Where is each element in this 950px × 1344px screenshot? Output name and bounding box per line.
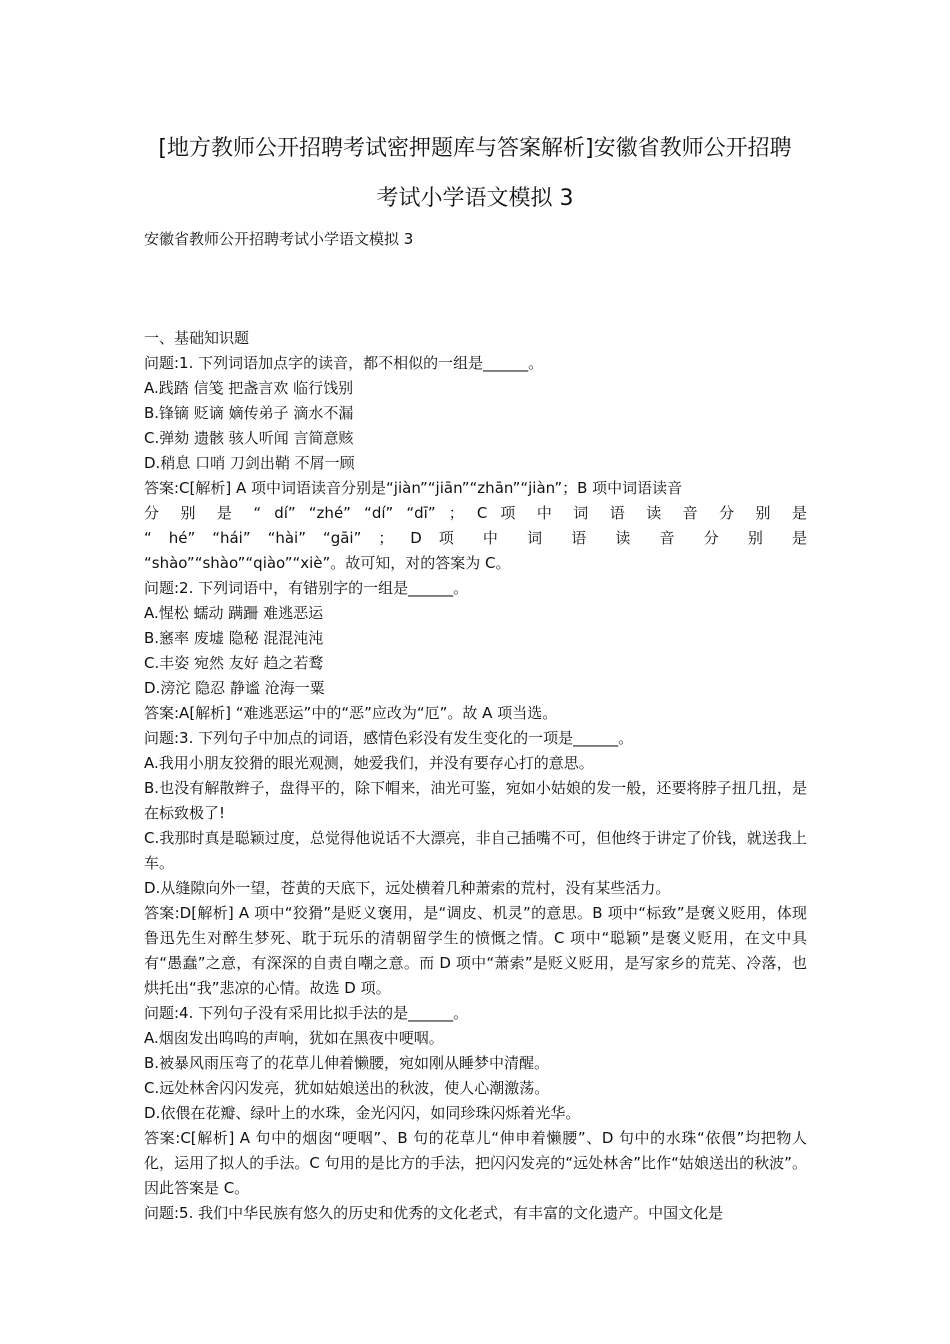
question-3-option-a: A.我用小朋友狡猾的眼光观测，她爱我们，并没有要存心打的意思。 — [144, 754, 594, 772]
question-4-prompt: 问题:4. 下列句子没有采用比拟手法的是______。 — [144, 1004, 469, 1022]
document-body — [144, 326, 807, 1226]
question-1-option-b: B.锋镝 贬谪 嫡传弟子 滴水不漏 — [144, 404, 354, 422]
question-4-option-c: C.远处林舍闪闪发亮，犹如姑娘送出的秋波，使人心潮激荡。 — [144, 1079, 550, 1097]
question-2-option-c: C.丰姿 宛然 友好 趋之若鹜 — [144, 654, 324, 672]
question-2-option-d: D.滂沱 隐忍 静谧 沧海一粟 — [144, 679, 325, 697]
question-2-option-b: B.窸率 废墟 隐秘 混混沌沌 — [144, 629, 324, 647]
question-4-option-d: D.依偎在花瓣、绿叶上的水珠，金光闪闪，如同珍珠闪烁着光华。 — [144, 1104, 581, 1122]
question-1-option-a: A.践踏 信笺 把盏言欢 临行饯别 — [144, 379, 354, 397]
question-2-prompt: 问题:2. 下列词语中，有错别字的一组是______。 — [144, 579, 469, 597]
question-4-option-a: A.烟囱发出呜呜的声响，犹如在黑夜中哽咽。 — [144, 1029, 444, 1047]
question-1-answer-line-1: 答案:C[解析] A 项中词语读音分别是“jiàn”“jiān”“zhān”“jiàn”；B 项中词语读音 — [144, 479, 683, 497]
document-subtitle: 安徽省教师公开招聘考试小学语文模拟 3 — [144, 230, 414, 248]
document-title-line-1: [地方教师公开招聘考试密押题库与答案解析]安徽省教师公开招聘 — [158, 136, 792, 161]
question-1-option-c: C.弹劾 遗骸 骇人听闻 言简意赅 — [144, 429, 354, 447]
question-3-option-c: C.我那时真是聪颖过度，总觉得他说话不大漂亮，非自己插嘴不可，但他终于讲定了价钱，就送我上车。 — [144, 829, 807, 872]
question-4-option-b: B.被暴风雨压弯了的花草儿伸着懒腰，宛如刚从睡梦中清醒。 — [144, 1054, 550, 1072]
document-title-line-2: 考试小学语文模拟 3 — [376, 186, 574, 211]
question-2-answer: 答案:A[解析] “难逃恶运”中的“恶”应改为“厄”。故 A 项当选。 — [144, 704, 558, 722]
question-1-prompt: 问题:1. 下列词语加点字的读音，都不相似的一组是______。 — [144, 354, 544, 372]
question-3-prompt: 问题:3. 下列句子中加点的词语，感情色彩没有发生变化的一项是______。 — [144, 729, 634, 747]
question-1-answer-line-4: “shào”“shào”“qiào”“xiè”。故可知，对的答案为 C。 — [144, 554, 511, 572]
question-1-answer-line-3: “ hé” “hái” “hài” “gāi” ； D 项 中 词 语 读 音 分 别 是 — [144, 529, 807, 547]
question-3-option-d: D.从缝隙向外一望，苍黄的天底下，远处横着几种萧索的荒村，没有某些活力。 — [144, 879, 671, 897]
question-1-option-d: D.稍息 口哨 刀剑出鞘 不屑一顾 — [144, 454, 355, 472]
question-3-answer: 答案:D[解析] A 项中“狡猾”是贬义褒用，是“调皮、机灵”的意思。B 项中“标致”是褒义贬用，体现鲁迅先生对醉生梦死、耽于玩乐的清朝留学生的愤慨之情。C 项中“聪颖”是褒义贬用，在文中具有“愚蠢”之意，有深深的自责自嘲之意。而 D 项中“萧索”是贬义贬用，是写家乡的荒芜、冷落，也烘托出“我”悲凉的心情。故选 D 项。 — [144, 904, 807, 997]
question-3-option-b: B.也没有解散辫子，盘得平的，除下帽来，油光可鉴，宛如小姑娘的发一般，还要将脖子扭几扭，是在标致极了! — [144, 779, 807, 822]
section-heading: 一、基础知识题 — [144, 329, 250, 347]
question-2-option-a: A.惺松 蠕动 蹒跚 难逃恶运 — [144, 604, 324, 622]
question-1-answer-line-2: 分 别 是 “ dí” “zhé” “dí” “dī” ； C 项 中 词 语 读 音 分 别 是 — [144, 504, 807, 522]
question-5-prompt: 问题:5. 我们中华民族有悠久的历史和优秀的文化老式，有丰富的文化遗产。中国文化是 — [144, 1204, 724, 1222]
question-4-answer: 答案:C[解析] A 句中的烟囱“哽咽”、B 句的花草儿“伸申着懒腰”、D 句中的水珠“依偎”均把物人化，运用了拟人的手法。C 句用的是比方的手法，把闪闪发亮的“远处林舍”比作“姑娘送出的秋波”。因此答案是 C。 — [144, 1129, 807, 1197]
